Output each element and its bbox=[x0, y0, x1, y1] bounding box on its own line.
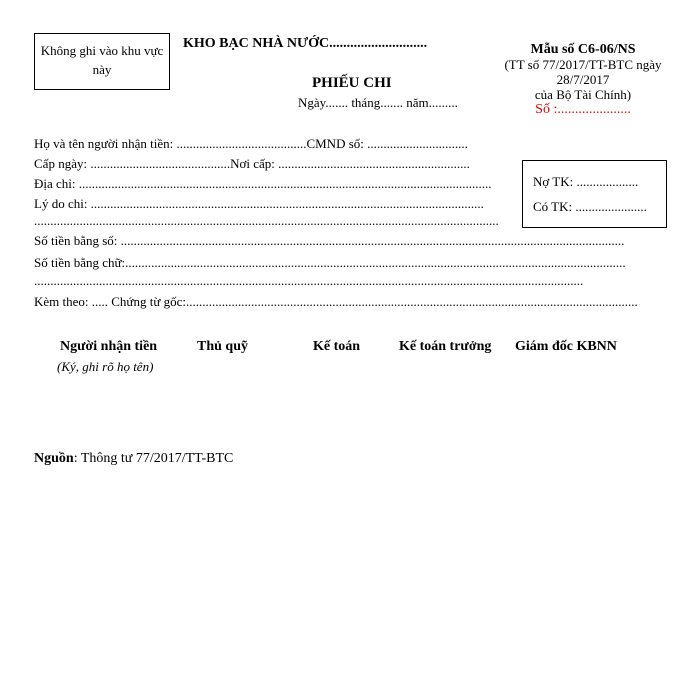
debit-account: Nợ TK: ................... bbox=[533, 174, 639, 189]
reserved-area-box bbox=[34, 33, 170, 90]
amount-words-continuation: ......................................................................................................................................................................... bbox=[34, 273, 584, 288]
recipient-field: Họ và tên người nhận tiền: ........................................CMND số: ............................... bbox=[34, 136, 468, 151]
reason-continuation: ............................................................................................................................................... bbox=[34, 213, 499, 228]
signature-accountant: Kế toán bbox=[313, 339, 361, 354]
signature-recipient: Người nhận tiền bbox=[60, 339, 158, 354]
signature-cashier: Thủ quỹ bbox=[197, 339, 248, 354]
date-line: Ngày....... tháng....... năm......... bbox=[298, 95, 458, 110]
circular-line-3: của Bộ Tài Chính) bbox=[534, 87, 632, 102]
address-field: Địa chỉ: ............................................................................................................................... bbox=[34, 176, 492, 191]
signature-note: (Ký, ghi rõ họ tên) bbox=[57, 359, 154, 374]
amount-words-field: Số tiền bằng chữ:.......................................................................................................................................................... bbox=[34, 255, 626, 270]
source-text: : Thông tư 77/2017/TT-BTC bbox=[73, 451, 234, 466]
reserved-area-label: Không ghi vào khu vực này bbox=[40, 43, 164, 77]
form-title: PHIẾU CHI bbox=[312, 75, 392, 91]
circular-line-2: 28/7/2017 bbox=[556, 72, 610, 87]
circular-line-1: (TT số 77/2017/TT-BTC ngày bbox=[504, 57, 662, 72]
attachments-field: Kèm theo: ..... Chứng từ gốc:........................................................................................................................................... bbox=[34, 294, 638, 309]
form-code: Mẫu số C6-06/NS bbox=[530, 42, 636, 57]
signature-director: Giám đốc KBNN bbox=[515, 339, 617, 354]
account-box bbox=[522, 160, 667, 228]
agency-heading: KHO BẠC NHÀ NƯỚC............................ bbox=[183, 36, 428, 51]
amount-number-field: Số tiền bằng số: ........................................................................................................................................................... bbox=[34, 233, 625, 248]
form-number: Số :..................... bbox=[535, 102, 631, 117]
source-label: Nguồn bbox=[34, 451, 74, 466]
form-code-block bbox=[488, 42, 678, 117]
signature-chief-accountant: Kế toán trưởng bbox=[399, 339, 492, 354]
reason-field: Lý do chi: ......................................................................................................................... bbox=[34, 196, 484, 211]
credit-account: Có TK: ...................... bbox=[533, 199, 647, 214]
source-line bbox=[34, 451, 233, 467]
issue-date-field: Cấp ngày: ...........................................Nơi cấp: ........................................................... bbox=[34, 156, 470, 171]
